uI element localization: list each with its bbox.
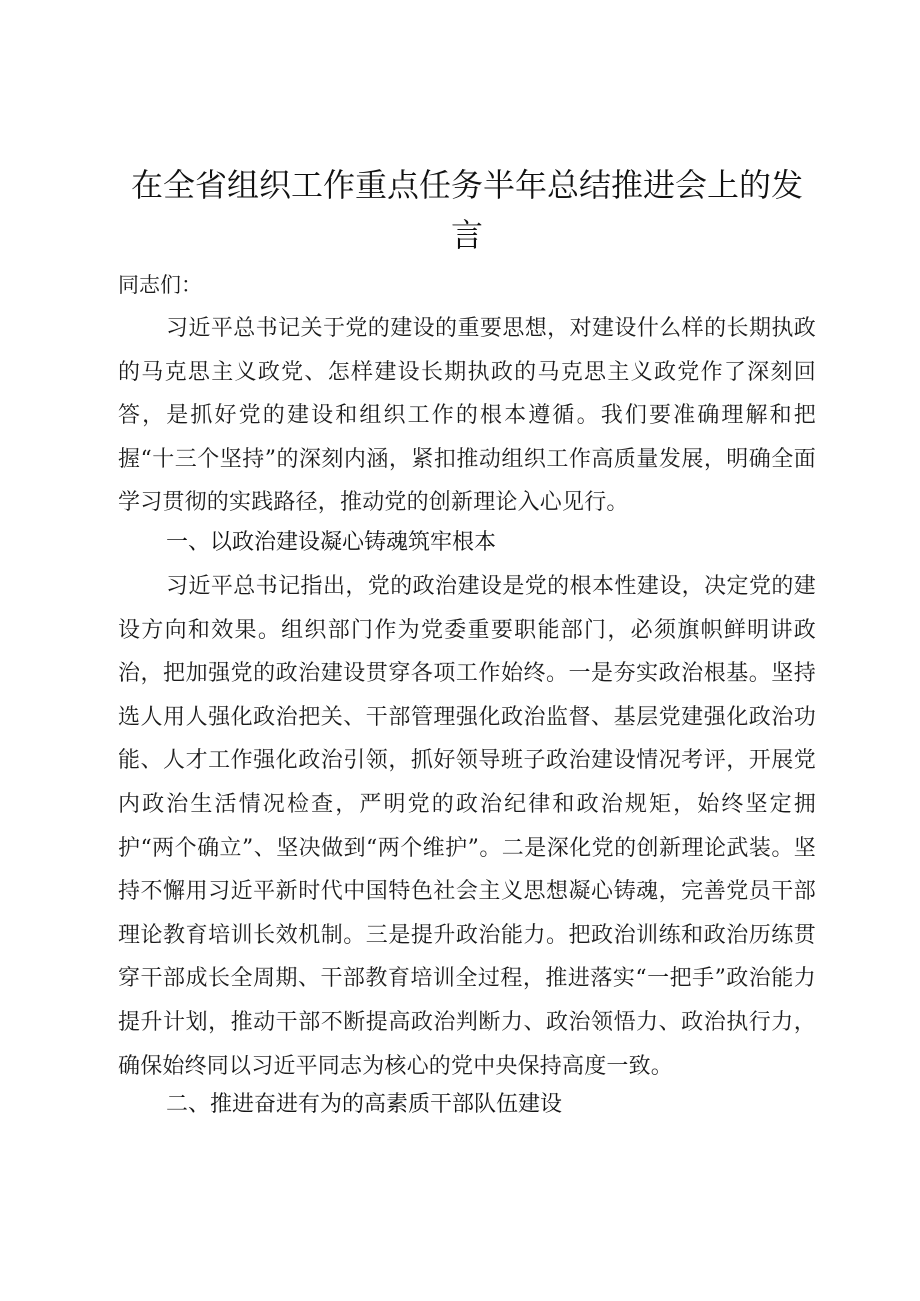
section-heading-1: 一、以政治建设凝心铸魂筑牢根本: [166, 530, 497, 555]
document-title: 在全省组织工作重点任务半年总结推进会上的发言: [130, 166, 803, 254]
section-1-paragraph: 习近平总书记指出，党的政治建设是党的根本性建设，决定党的建设方向和效果。组织部门作为党委重要职能部门，必须旗帜鲜明讲政治，把加强党的政治建设贯穿各项工作始终。一是夯实政治根基。坚持选人用人强化政治把关、干部管理强化政治监督、基层党建强化政治功能、人才工作强化政治引领，抓好领导班子政治建设情况考评，开展党内政治生活情况检查，严明党的政治纪律和政治规矩，始终坚定拥护“两个确立”、坚决做到“两个维护”。二是深化党的创新理论武装。坚持不懈用习近平新时代中国特色社会主义思想凝心铸魂，完善党员干部理论教育培训长效机制。三是提升政治能力。把政治训练和政治历练贯穿干部成长全周期、干部教育培训全过程，推进落实“一把手”政治能力提升计划，推动干部不断提高政治判断力、政治领悟力、政治执行力，确保始终同以习近平同志为核心的党中央保持高度一致。: [118, 574, 816, 1079]
intro-paragraph: 习近平总书记关于党的建设的重要思想，对建设什么样的长期执政的马克思主义政党、怎样建设长期执政的马克思主义政党作了深刻回答，是抓好党的建设和组织工作的根本遵循。我们要准确理解和把握“十三个坚持”的深刻内涵，紧扣推动组织工作高质量发展，明确全面学习贯彻的实践路径，推动党的创新理论入心见行。: [118, 316, 816, 516]
section-heading-2: 二、推进奋进有为的高素质干部队伍建设: [166, 1092, 563, 1117]
salutation: 同志们：: [118, 273, 202, 297]
